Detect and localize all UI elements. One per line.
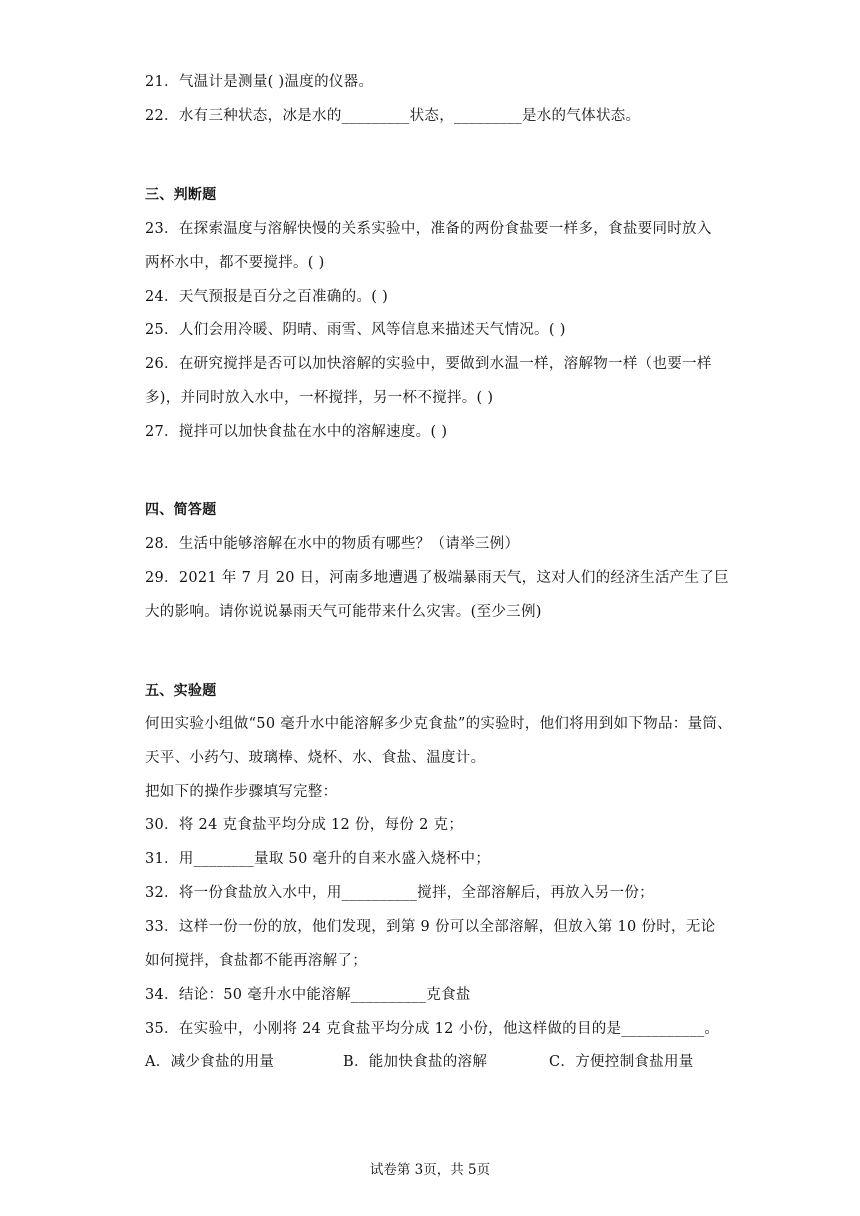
experiment-intro-line-2: 天平、小药勺、玻璃棒、烧杯、水、食盐、温度计。 [145, 750, 486, 766]
option-c: C．方便控制食盐用量 [549, 1054, 694, 1070]
question-21: 21．气温计是测量( )温度的仪器。 [145, 74, 374, 90]
question-35-options [145, 1052, 694, 1072]
question-33-line-2: 如何搅拌，食盐都不能再溶解了； [145, 953, 367, 969]
section-heading-experiment: 五、实验题 [145, 683, 217, 699]
question-35: 35．在实验中，小刚将 24 克食盐平均分成 12 小份，他这样做的目的是___________。 [145, 1021, 720, 1037]
question-24: 24．天气预报是百分之百准确的。( ) [145, 289, 389, 305]
question-23-line-1: 23．在探索温度与溶解快慢的关系实验中，准备的两份食盐要一样多，食盐要同时放入 [145, 221, 712, 237]
question-32: 32．将一份食盐放入水中，用__________搅拌，全部溶解后，再放入另一份； [145, 885, 654, 901]
option-a: A．减少食盐的用量 [145, 1054, 275, 1070]
question-29-line-2: 大的影响。请你说说暴雨天气可能带来什么灾害。(至少三例) [145, 604, 542, 620]
question-30: 30．将 24 克食盐平均分成 12 份，每份 2 克； [145, 817, 464, 833]
question-22: 22．水有三种状态，冰是水的_________状态，_________是水的气体状态。 [145, 108, 641, 124]
page-footer: 试卷第 3页，共 5页 [369, 1162, 491, 1178]
experiment-intro-line-3: 把如下的操作步骤填写完整： [145, 784, 338, 800]
section-heading-short-answer: 四、简答题 [145, 502, 217, 518]
option-b: B．能加快食盐的溶解 [343, 1054, 488, 1070]
question-27: 27．搅拌可以加快食盐在水中的溶解速度。( ) [145, 424, 448, 440]
question-26-line-1: 26．在研究搅拌是否可以加快溶解的实验中，要做到水温一样，溶解物一样（也要一样 [145, 356, 712, 372]
question-34: 34．结论：50 毫升水中能溶解__________克食盐 [145, 987, 471, 1003]
section-heading-true-false: 三、判断题 [145, 187, 217, 203]
question-29-line-1: 29．2021 年 7 月 20 日，河南多地遭遇了极端暴雨天气，这对人们的经济生活产生了巨 [145, 570, 729, 586]
experiment-intro-line-1: 何田实验小组做“50 毫升水中能溶解多少克食盐”的实验时，他们将用到如下物品：量筒、 [145, 716, 732, 732]
question-25: 25．人们会用冷暖、阴晴、雨雪、风等信息来描述天气情况。( ) [145, 322, 566, 338]
question-33-line-1: 33．这样一份一份的放，他们发现，到第 9 份可以全部溶解，但放入第 10 份时，无论 [145, 919, 716, 935]
question-26-line-2: 多)，并同时放入水中，一杯搅拌，另一杯不搅拌。( ) [145, 390, 494, 406]
question-23-line-2: 两杯水中，都不要搅拌。( ) [145, 255, 325, 271]
question-28: 28．生活中能够溶解在水中的物质有哪些？（请举三例） [145, 536, 520, 552]
question-31: 31．用________量取 50 毫升的自来水盛入烧杯中； [145, 851, 491, 867]
